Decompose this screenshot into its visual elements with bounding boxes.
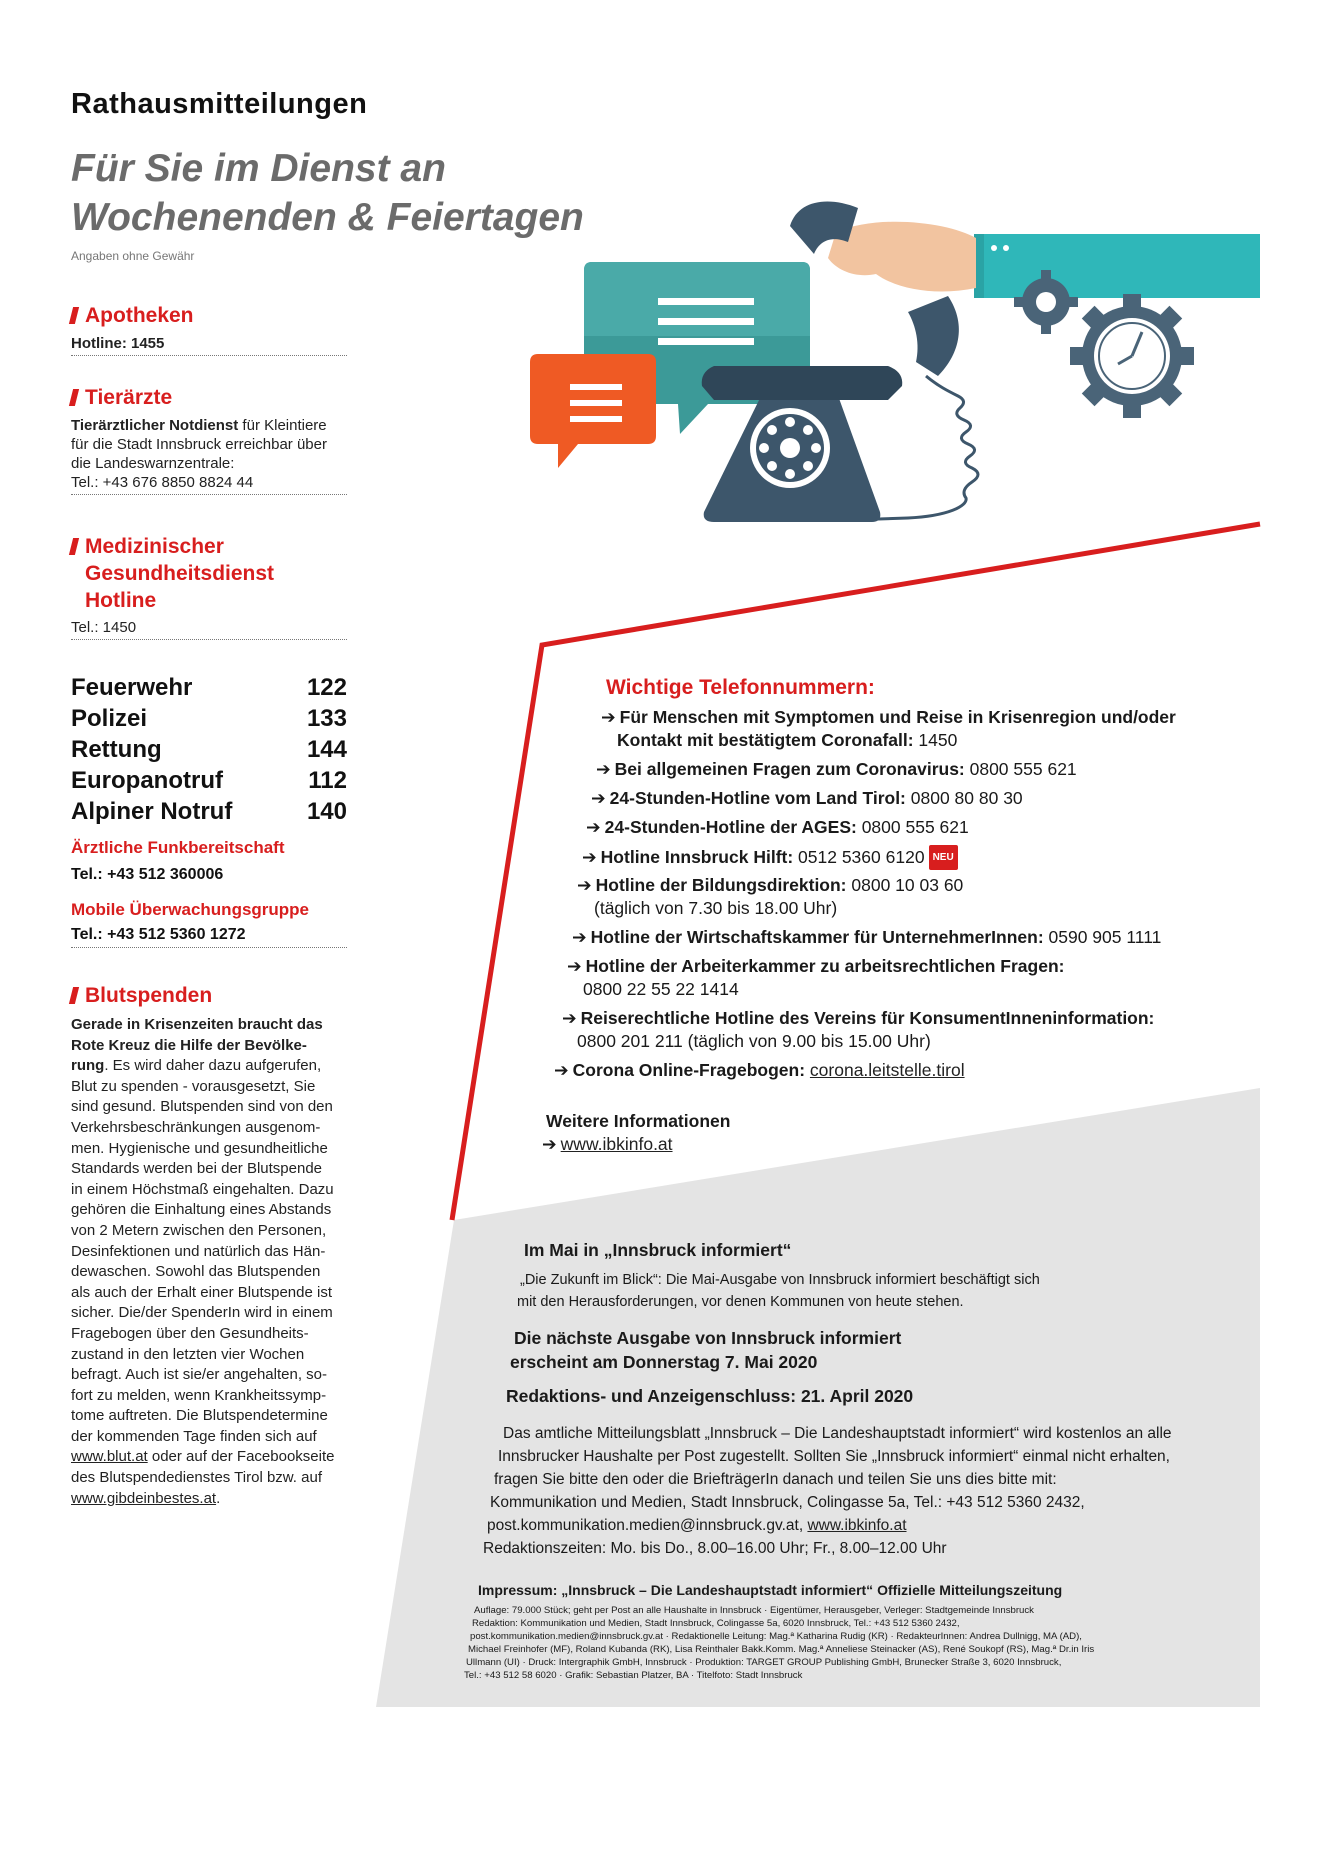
fragebogen-link[interactable]: corona.leitstelle.tirol bbox=[809, 1060, 965, 1080]
page-title: Für Sie im Dienst an Wochenenden & Feiertagen bbox=[71, 147, 584, 239]
info-line-2: Innsbrucker Haushalte per Post zugestellt. Sollten Sie „Innsbruck informiert“ einmal nicht erhalten, bbox=[498, 1448, 1170, 1465]
funk-heading: Ärztliche Funkbereitschaft bbox=[71, 838, 285, 857]
next-issue-1: Die nächste Ausgabe von Innsbruck informiert bbox=[514, 1328, 902, 1348]
gibdeinbestes-link[interactable]: www.gibdeinbestes.at bbox=[71, 1489, 217, 1507]
list-item: ➔ Hotline Innsbruck Hilft: 0512 5360 6120 NEU bbox=[582, 845, 958, 870]
list-item: ➔ Corona Online-Fragebogen: corona.leitstelle.tirol bbox=[554, 1060, 965, 1080]
impressum-heading: Impressum: „Innsbruck – Die Landeshauptstadt informiert“ Offizielle Mitteilungszeitung bbox=[478, 1582, 1063, 1598]
med-section bbox=[71, 533, 347, 640]
apotheken-heading: Apotheken bbox=[71, 302, 347, 329]
impressum-line: Redaktion: Kommunikation und Medien, Stadt Innsbruck, Colingasse 5a, 6020 Innsbruck, Tel.: +43 512 5360 2432, bbox=[472, 1618, 960, 1629]
impressum-line: Auflage: 79.000 Stück; geht per Post an alle Haushalte in Innsbruck · Eigentümer, Herausgeber, Verleger: Stadtgemeinde Innsbruck bbox=[474, 1605, 1034, 1616]
deadline: Redaktions- und Anzeigenschluss: 21. April 2020 bbox=[506, 1386, 914, 1406]
info-line-3: fragen Sie bitte den oder die BriefträgerIn danach und teilen Sie uns dies bitte mit: bbox=[494, 1471, 1057, 1488]
disclaimer: Angaben ohne Gewähr bbox=[71, 249, 195, 263]
mobile-heading: Mobile Überwachungsgruppe bbox=[71, 900, 310, 919]
blut-section bbox=[71, 982, 347, 1509]
blut-text: Gerade in Krisenzeiten braucht das Rote Kreuz die Hilfe der Bevölke- rung. Es wird daher dazu aufgerufen, Blut zu spenden - vorausgesetzt, Sie sind gesund. Blutspenden sind von den Verkehrsbeschränkungen ausgenom- men. Hygienische und gesundheitliche Standards werden bei der Blutspende in einem Höchstmaß eingehalten. Dazu gehören die Einhaltung eines Abstands von 2 Metern zwischen den Personen, Desinfektionen und natürlich das Hän- dewaschen. Sowohl das Blutspenden als auch der Erhalt einer Blutspende ist sicher. Die/der SpenderIn wird in einem Fragebogen über den Gesundheits- zustand in den letzten vier Wochen befragt. Auch ist sie/er angehalten, so- fort zu melden, wenn Krankheitssymp- tome auftreten. Die Blutspendetermine der kommenden Tage finden sich auf www.blut.at oder auf der Facebookseite des Blutspendedienstes Tirol bzw. auf www.gibdeinbestes.at. bbox=[71, 1016, 335, 1507]
rotary-phone-icon bbox=[702, 366, 902, 522]
impressum-line: Ullmann (UI) · Druck: Intergraphik GmbH, Innsbruck · Produktion: TARGET GROUP Publishing GmbH, Brunecker Straße 3, 6020 Innsbruck, bbox=[466, 1657, 1062, 1668]
blut-link[interactable]: www.blut.at bbox=[71, 1448, 148, 1466]
info-line-6: Redaktionszeiten: Mo. bis Do., 8.00–16.00 Uhr; Fr., 8.00–12.00 Uhr bbox=[483, 1540, 947, 1557]
list-item: ➔ Bei allgemeinen Fragen zum Coronavirus: 0800 555 621 bbox=[596, 759, 1077, 779]
apotheken-hotline: Hotline: 1455 bbox=[71, 334, 347, 356]
mai-heading: Im Mai in „Innsbruck informiert“ bbox=[524, 1240, 792, 1260]
funk-tel: Tel.: +43 512 360006 bbox=[71, 866, 224, 883]
more-info-heading: Weitere Informationen bbox=[546, 1111, 731, 1131]
list-item: Europanotruf 112 bbox=[71, 767, 347, 794]
list-item: ➔ Reiserechtliche Hotline des Vereins für KonsumentInneninformation: bbox=[562, 1008, 1155, 1028]
tieraerzte-text: Tierärztlicher Notdienst für Kleintiere für die Stadt Innsbruck erreichbar über die Landeswarnzentrale: Tel.: +43 676 8850 8824 44 bbox=[71, 416, 347, 495]
sleeve bbox=[974, 234, 1260, 298]
list-item: Alpiner Notruf 140 bbox=[71, 798, 347, 825]
list-item-cont: 0800 22 55 22 1414 bbox=[583, 979, 739, 999]
blut-heading: Blutspenden bbox=[71, 982, 347, 1009]
new-badge: NEU bbox=[929, 845, 958, 870]
list-item-cont: Kontakt mit bestätigtem Coronafall: 1450 bbox=[617, 730, 958, 750]
phones-heading: Wichtige Telefonnummern: bbox=[606, 676, 875, 699]
impressum-line: post.kommunikation.medien@innsbruck.gv.at · Redaktionelle Leitung: Mag.ª Katharina Rudig (KR) · RedakteurInnen: Andrea Dullnigg, MA (AD), bbox=[470, 1631, 1082, 1642]
ibkinfo-link[interactable]: www.ibkinfo.at bbox=[560, 1134, 673, 1154]
section-label: Rathausmitteilungen bbox=[71, 88, 368, 120]
list-item: Feuerwehr 122 bbox=[71, 674, 347, 701]
list-item: ➔ 24-Stunden-Hotline vom Land Tirol: 0800 80 80 30 bbox=[591, 788, 1023, 808]
info-line-5: post.kommunikation.medien@innsbruck.gv.at, www.ibkinfo.at bbox=[487, 1517, 907, 1534]
next-issue-2: erscheint am Donnerstag 7. Mai 2020 bbox=[510, 1352, 818, 1372]
list-item: Rettung 144 bbox=[71, 736, 347, 763]
tieraerzte-section bbox=[71, 384, 347, 495]
info-line-4: Kommunikation und Medien, Stadt Innsbruck, Colingasse 5a, Tel.: +43 512 5360 2432, bbox=[490, 1494, 1085, 1511]
mai-text-1: „Die Zukunft im Blick“: Die Mai-Ausgabe von Innsbruck informiert beschäftigt sich bbox=[520, 1272, 1040, 1288]
mobile-tel: Tel.: +43 512 5360 1272 bbox=[71, 924, 347, 948]
list-item: ➔ Hotline der Wirtschaftskammer für UnternehmerInnen: 0590 905 1111 bbox=[572, 927, 1162, 947]
list-item: ➔ 24-Stunden-Hotline der AGES: 0800 555 621 bbox=[586, 817, 969, 837]
list-item: Polizei 133 bbox=[71, 705, 347, 732]
list-item-cont: 0800 201 211 (täglich von 9.00 bis 15.00 Uhr) bbox=[577, 1031, 931, 1051]
chat-bubble-orange-icon bbox=[530, 354, 656, 468]
more-info-link-row: ➔ www.ibkinfo.at bbox=[542, 1134, 673, 1154]
impressum-line: Tel.: +43 512 58 6020 · Grafik: Sebastian Platzer, BA · Titelfoto: Stadt Innsbruck bbox=[464, 1670, 803, 1681]
tieraerzte-heading: Tierärzte bbox=[71, 384, 347, 411]
list-item: ➔ Hotline der Arbeiterkammer zu arbeitsrechtlichen Fragen: bbox=[567, 956, 1065, 976]
med-tel: Tel.: 1450 bbox=[71, 618, 347, 640]
ibkinfo-link-2[interactable]: www.ibkinfo.at bbox=[807, 1517, 907, 1534]
med-heading: Medizinischer Gesundheitsdienst Hotline bbox=[71, 533, 347, 614]
mai-text-2: mit den Herausforderungen, vor denen Kommunen von heute stehen. bbox=[517, 1294, 964, 1310]
impressum-line: Michael Freinhofer (MF), Roland Kubanda (RK), Lisa Reinthaler Bakk.Komm. Mag.ª Anneliese Steinacker (AS), René Soukopf (RS), Mag.ª Dr.in Iris bbox=[468, 1644, 1095, 1655]
list-item-cont: (täglich von 7.30 bis 18.00 Uhr) bbox=[594, 898, 838, 918]
info-line-1: Das amtliche Mitteilungsblatt „Innsbruck – Die Landeshauptstadt informiert“ wird kostenlos an alle bbox=[503, 1425, 1172, 1442]
list-item: ➔ Hotline der Bildungsdirektion: 0800 10 03 60 bbox=[577, 875, 964, 895]
large-gear-clock-icon bbox=[1070, 294, 1194, 418]
apotheken-section bbox=[71, 302, 347, 356]
emergency-list bbox=[71, 672, 347, 948]
list-item: ➔ Für Menschen mit Symptomen und Reise in Krisenregion und/oder bbox=[601, 707, 1176, 727]
